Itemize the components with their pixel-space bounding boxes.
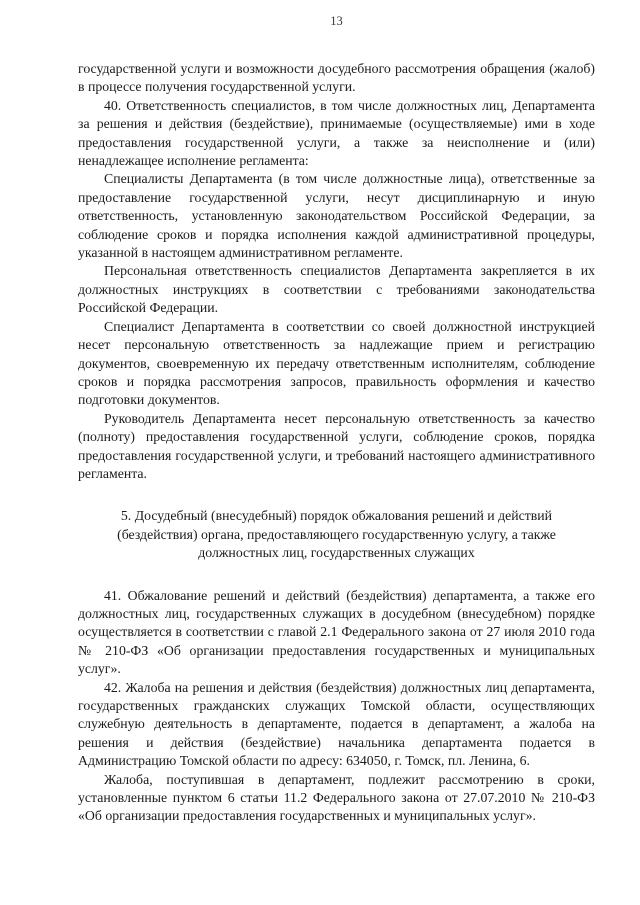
paragraph-head-responsibility: Руководитель Департамента несет персональную ответственность за качество (полноту) предоставления государственной услуги, соблюдение сроков, порядка предоставления государственной услуги, и требований настоящего административного регламента. [78, 410, 595, 481]
paragraph-continuation: государственной услуги и возможности досудебного рассмотрения обращения (жалоб) в процессе получения государственной услуги. [78, 61, 595, 95]
paragraph-specialists-responsibility: Специалисты Департамента (в том числе должностные лица), ответственные за предоставление государственной услуги, несут дисциплинарную и иную ответственность, установленную законодательством Российской Федерации, за соблюдение сроков и порядка исполнения каждой административной процедуры, указанной в настоящем административном регламенте. [78, 171, 595, 261]
paragraph-41: 41. Обжалование решений и действий (бездействия) департамента, а также его должностных лиц, государственных служащих в досудебном (внесудебном) порядке осуществляется в соответствии с главой 2.1 Федерального закона от 27 июля 2010 года № 210-ФЗ «Об организации предоставления государственных и муниципальных услуг». [78, 587, 595, 677]
document-page [78, 0, 595, 905]
paragraph-complaint-deadline: Жалоба, поступившая в департамент, подлежит рассмотрению в сроки, установленные пунктом 6 статьи 11.2 Федерального закона от 27.07.2010 № 210-ФЗ «Об организации предоставления государственных и муниципальных услуг». [78, 771, 595, 824]
section-heading-line-2: (бездействия) органа, предоставляющего государственную услугу, а также [117, 526, 556, 542]
paragraph-personal-responsibility: Персональная ответственность специалистов Департамента закрепляется в их должностных инструкциях в соответствии с требованиями законодательства Российской Федерации. [78, 263, 595, 316]
paragraph-42: 42. Жалоба на решения и действия (бездействия) должностных лиц департамента, государственных гражданских служащих Томской области, осуществляющих служебную деятельность в департаменте, подается в департамент, а жалоба на решения и действия (бездействие) начальника департамента подается в Администрацию Томской области по адресу: 634050, г. Томск, пл. Ленина, 6. [78, 679, 595, 769]
document-body [78, 60, 595, 826]
paragraph-40: 40. Ответственность специалистов, в том числе должностных лиц, Департамента за решения и действия (бездействие), принимаемые (осуществляемые) ими в ходе предоставления государственной услуги, а также за неисполнение и (или) ненадлежащее исполнение регламента: [78, 97, 595, 169]
section-heading-line-1: 5. Досудебный (внесудебный) порядок обжалования решений и действий [120, 508, 553, 524]
section-heading [78, 507, 595, 562]
section-heading-line-3: должностных лиц, государственных служащих [198, 545, 475, 561]
page-number: 13 [330, 14, 343, 28]
paragraph-specialist-duties: Специалист Департамента в соответствии со своей должностной инструкцией несет персональную ответственность за надлежащие прием и регистрацию документов, своевременную их передачу ответственным исполнителям, соблюдение сроков и порядка рассмотрения запросов, правильность оформления и качество подготовки документов. [78, 318, 595, 408]
